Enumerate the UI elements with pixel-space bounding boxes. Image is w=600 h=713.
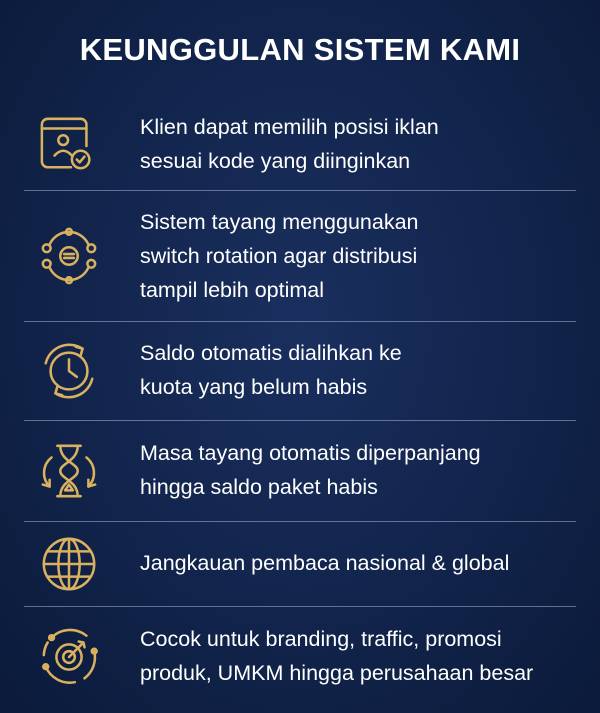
feature-item-jangkauan: [24, 522, 576, 606]
feature-item-saldo: [24, 322, 576, 420]
globe-icon: [38, 533, 100, 595]
feature-text: Jangkauan pembaca nasional & global: [140, 551, 510, 575]
feature-text: Masa tayang otomatis diperpanjang hingga saldo paket habis: [140, 441, 481, 499]
feature-text: Cocok untuk branding, traffic, promosi produk, UMKM hingga perusahaan besar: [140, 627, 534, 685]
ad-position-icon: [38, 113, 100, 175]
card-title: KEUNGGULAN SISTEM KAMI: [79, 32, 521, 67]
feature-text: Saldo otomatis dialihkan ke kuota yang belum habis: [140, 341, 402, 399]
feature-item-ad-position: [24, 98, 576, 190]
extend-time-icon: [38, 440, 100, 502]
branding-icon: [38, 626, 100, 688]
feature-item-branding: [24, 607, 576, 707]
feature-item-masa-tayang: [24, 421, 576, 521]
feature-text: Klien dapat memilih posisi iklan sesuai kode yang diinginkan: [140, 115, 439, 173]
clock-refresh-icon: [38, 340, 100, 402]
rotation-network-icon: [38, 225, 100, 287]
feature-item-rotation: [24, 191, 576, 321]
feature-text: Sistem tayang menggunakan switch rotation agar distribusi tampil lebih optimal: [140, 210, 419, 302]
